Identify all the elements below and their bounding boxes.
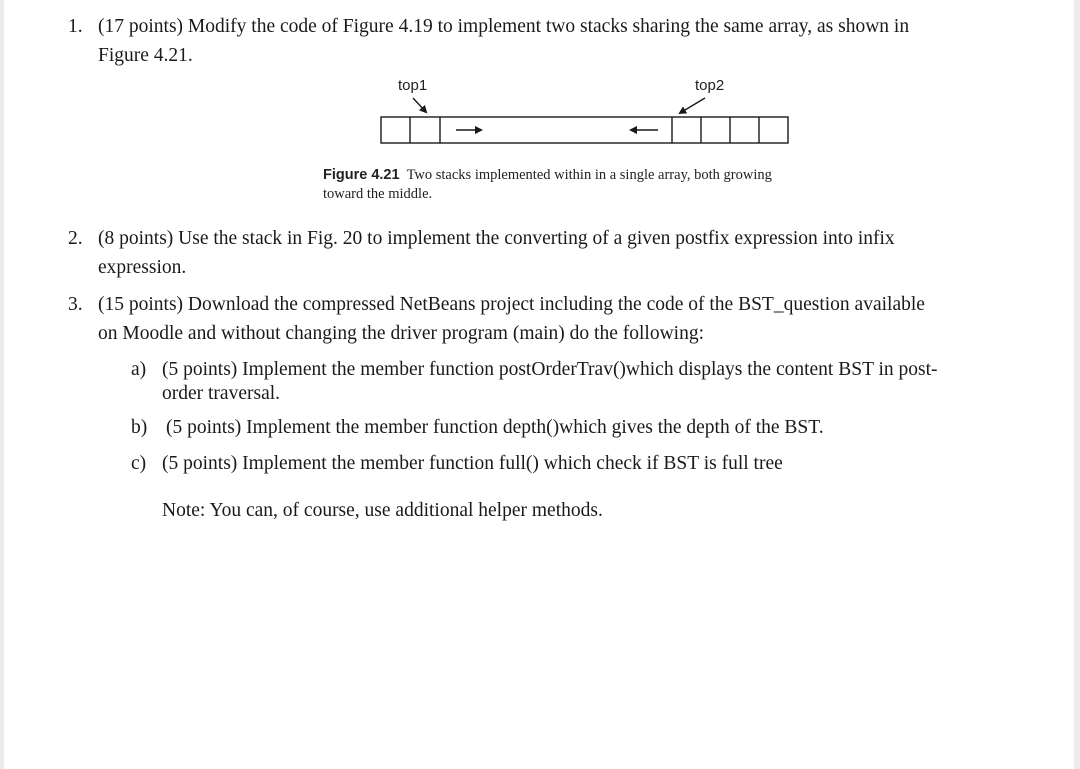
- question-3: [68, 290, 1028, 350]
- question-3-line2: on Moodle and without changing the driver program (main) do the following:: [98, 323, 704, 344]
- caption-heading: Figure 4.21: [323, 167, 400, 183]
- top1-label: top1: [398, 77, 428, 94]
- caption-line1: [323, 166, 863, 185]
- question-1: [68, 12, 1028, 72]
- question-3-number: 3.: [68, 294, 83, 315]
- question-2-number: 2.: [68, 228, 83, 249]
- subitem-b-letter: b): [131, 417, 148, 438]
- subitem-c: [131, 450, 1011, 477]
- subitem-a-line2: order traversal.: [162, 383, 281, 404]
- question-1-number: 1.: [68, 16, 83, 37]
- question-2-line1: (8 points) Use the stack in Fig. 20 to implement the converting of a given postfix expression into infix: [98, 228, 895, 249]
- subitem-a: [131, 356, 1011, 410]
- subitem-b: [131, 414, 1011, 441]
- subitem-b-line1: (5 points) Implement the member function depth()which gives the depth of the BST.: [166, 417, 824, 438]
- top2-label: top2: [695, 77, 725, 94]
- question-3-line1: (15 points) Download the compressed NetBeans project including the code of the BST_question available: [98, 294, 925, 315]
- caption-text: Two stacks implemented within in a single array, both growing: [406, 167, 772, 183]
- page-edge-left: [0, 0, 4, 769]
- array-outline: [381, 117, 788, 143]
- question-1-line2: Figure 4.21.: [98, 45, 193, 66]
- caption-line2: toward the middle.: [323, 186, 433, 202]
- question-1-line1: (17 points) Modify the code of Figure 4.19 to implement two stacks sharing the same array, as shown in: [98, 16, 910, 37]
- subitem-a-letter: a): [131, 359, 147, 380]
- question-2-line2: expression.: [98, 257, 187, 278]
- subitem-a-line1: (5 points) Implement the member function postOrderTrav()which displays the content BST in post-: [162, 359, 938, 380]
- page-edge-right: [1074, 0, 1080, 769]
- array-diagram: [380, 78, 800, 148]
- question-2: [68, 224, 1028, 284]
- subitem-c-letter: c): [131, 453, 147, 474]
- helper-methods-note: Note: You can, of course, use additional helper methods.: [162, 500, 603, 521]
- two-stacks-figure: [380, 78, 800, 148]
- top1-pointer-arrow: [413, 98, 426, 112]
- subitem-c-line1: (5 points) Implement the member function full() which check if BST is full tree: [162, 453, 783, 474]
- figure-caption: [323, 166, 863, 204]
- top2-pointer-arrow: [680, 98, 705, 113]
